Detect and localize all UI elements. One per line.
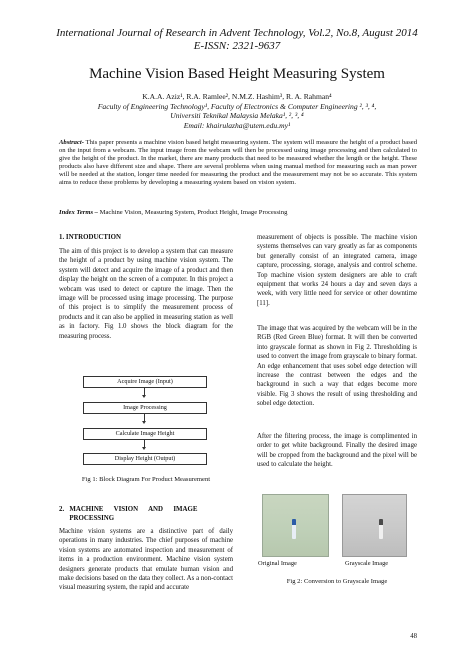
block-display-height: Display Height (Output) bbox=[83, 453, 207, 465]
grayscale-image-label: Grayscale Image bbox=[345, 560, 389, 567]
journal-header bbox=[0, 27, 474, 53]
author-email: Email: khairulazha@utem.edu.my¹ bbox=[183, 120, 291, 130]
product-bottle-image bbox=[379, 519, 383, 539]
section-2-paragraph: Machine vision systems are a distinctive part of daily operations in many industries. The chief purposes of machine vision systems are automated inspection and measurement of items in a production environment. Machine vision system designers generate products that emulate human vision and make decisions based on the data they collect. As a non-contact visual measuring system, the rapid and accurate bbox=[59, 528, 233, 592]
section-2-heading-line-1: 2. MACHINE VISION AND IMAGE bbox=[59, 506, 198, 513]
affiliation-line-1: Faculty of Engineering Technology¹, Faculty of Electronics & Computer Engineering ², ³, ⁴, bbox=[97, 101, 377, 111]
section-1-heading: 1. INTRODUCTION bbox=[59, 234, 122, 241]
section-1-paragraph: The aim of this project is to develop a system that can measure the height of a product by using machine vision system. The system will detect and acquire the image of a product and then display the height on the screen of a computer. In this project a webcam was used to detect or capture the image. Then the image will be processed using image processing. The purpose of this project is to simplify the measurement process of products and it can also be applied in measuring station as well as in factory. Fig 1.0 shows the block diagram for the measuring process. bbox=[59, 248, 233, 340]
right-paragraph-2: The image that was acquired by the webcam will be in the RGB (Red Green Blue) format. It will then be converted into grayscale format as shown in Fig 2. Thresholding is used to convert the image from grayscale to binary format. An edge enhancement that uses sobel edge detection will increase the contrast between the edges and the background in such a way that edges become more visible. Fig 3 shows the result of using thresholding and sobel edge detection. bbox=[257, 325, 417, 408]
block-diagram bbox=[83, 372, 207, 467]
affiliation-line-2: Universiti Teknikal Malaysia Melaka¹, ², ³, ⁴ bbox=[170, 111, 304, 121]
figure-1-caption: Fig 1: Block Diagram For Product Measurement bbox=[81, 476, 211, 483]
right-paragraph-3: After the filtering process, the image is complimented in order to get white background. Finally the desired image will be cropped from the background and the pixel will be used to calculate the height. bbox=[257, 433, 417, 469]
paper-title: Machine Vision Based Height Measuring System bbox=[89, 66, 385, 82]
original-image-label: Original Image bbox=[258, 560, 297, 567]
block-calculate-height: Calculate Image Height bbox=[83, 428, 207, 440]
journal-issn: E-ISSN: 2321-9637 bbox=[193, 40, 281, 52]
block-image-processing: Image Processing bbox=[83, 402, 207, 414]
arrow-down-icon bbox=[144, 414, 145, 422]
arrow-down-icon bbox=[144, 440, 145, 448]
block-acquire-image: Acquire Image (Input) bbox=[83, 376, 207, 388]
product-bottle-image bbox=[292, 519, 296, 539]
original-image bbox=[262, 494, 329, 557]
abstract-label: Abstract- bbox=[59, 139, 84, 146]
journal-name: International Journal of Research in Advent Technology, Vol.2, No.8, August 2014 bbox=[56, 27, 418, 39]
figure-2-caption: Fig 2: Conversion to Grayscale Image bbox=[286, 578, 388, 585]
abstract-text: This paper presents a machine vision based height measuring system. The system will measure the height of a product based on the input from a webcam. The input image from the webcam will then be processed using image processing and then calculated to give the height of the product. In the market, there are many products that need to be measured whether the length or the height. These products also have different size and shape. There are several problems when using manual method for measuring such as man power will be needed at the station, longer time needed for measuring the product and the measurement may not be so accurate. This system aims to reduce these problems by developing a measuring system based on vision system. bbox=[59, 139, 417, 186]
author-block bbox=[0, 92, 474, 130]
index-terms-label: Index Terms – bbox=[59, 209, 98, 216]
abstract bbox=[59, 139, 417, 186]
grayscale-image bbox=[342, 494, 407, 557]
page-number: 48 bbox=[410, 633, 417, 640]
right-paragraph-1: measurement of objects is possible. The machine vision systems themselves can vary greatly as far as components but generally consist of an integrated camera, image capture, processing, storage, analysis and control scheme. Top machine vision system designers are able to craft equipment that works 24 hours a day and seven days a week, with very little need for service or other downtime [11]. bbox=[257, 234, 417, 307]
index-terms-text: Machine Vision, Measuring System, Product Height, Image Processing bbox=[97, 209, 288, 216]
section-2-heading-line-2: PROCESSING bbox=[59, 515, 115, 523]
author-names: K.A.A. Aziz¹, R.A. Ramlee², N.M.Z. Hashim³, R. A. Rahman⁴ bbox=[142, 92, 332, 101]
section-2-heading bbox=[59, 505, 233, 524]
index-terms bbox=[59, 209, 417, 217]
arrow-down-icon bbox=[144, 388, 145, 396]
